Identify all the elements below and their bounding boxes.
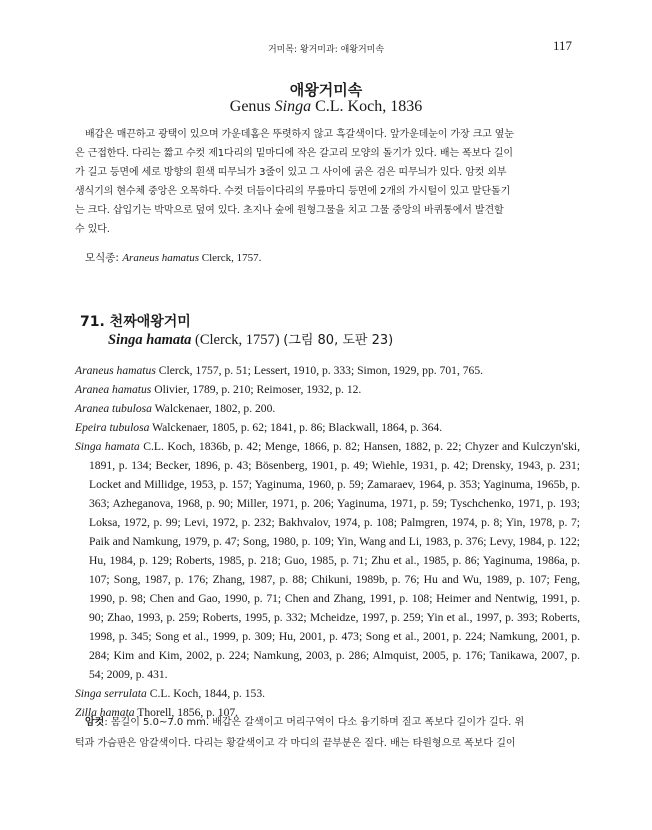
synonym-name: Epeira tubulosa [75,421,150,434]
female-description-text: : 몸길이 5.0~7.0 mm. 배갑은 갈색이고 머리구역이 다소 융기하며 짙고 폭보다 길이가 길다. 위 [104,717,525,728]
species-latin-heading [108,329,393,349]
synonym-refs: C.L. Koch, 1844, p. 153. [146,687,266,700]
synonym-entry [75,361,580,380]
synonym-entry [75,418,580,437]
synonym-entry [75,684,580,703]
genus-description-line: 는 크다. 삽입기는 박막으로 덮여 있다. 초지나 숲에 원형그물을 치고 그물 중앙의 바퀴통에서 발견할 [75,205,504,216]
genus-description-line: 생식기의 현수체 중앙은 오목하다. 수컷 더듬이다리의 무릎마디 등면에 2개의 가시털이 있고 말단돌기 [75,186,511,197]
species-number-korean: 71. 천짜애왕거미 [80,314,191,330]
synonym-refs: C.L. Koch, 1836b, p. 42; Menge, 1866, p. 82; Hansen, 1882, p. 22; Chyzer and Kulczyn'ski, 1891, p. 134; Becker, 1896, p. 43; Bösenberg, 1901, p. 49; Wiehle, 1931, p. 42; Drensky, 1943, p. 231; Locket and Millidge, 1953, p. 157; Yaginuma, 1960, p. 59; Zamaraev, 1964, p. 353; Yaginuma, 1965b, p. 363; Azheganova, 1968, p. 90; Miller, 1971, p. 206; Yaginuma, 1971, p. 59; Tyschchenko, 1971, p. 193; Loksa, 1972, p. 99; Levi, 1972, p. 232; Bakhvalov, 1974, p. 108; Palmgren, 1974, p. 8; Yin, 1978, p. 7; Paik and Namkung, 1979, p. 47; Song, 1980, p. 109; Yin, Wang and Li, 1983, p. 376; Levy, 1984, p. 122; Hu, 1984, p. 129; Roberts, 1985, p. 218; Guo, 1985, p. 71; Zhu et al., 1985, p. 86; Yaginuma, 1986a, p. 107; Song, 1987, p. 176; Zhang, 1987, p. 88; Chikuni, 1989b, p. 76; Hu and Wu, 1989, p. 107; Feng, 1990, p. 98; Chen and Gao, 1990, p. 71; Chen and Zhang, 1991, p. 108; Heimer and Nentwig, 1991, p. 90; Zhao, 1993, p. 259; Roberts, 1995, p. 332; Mcheidze, 1997, p. 259; Yin et al., 1997, p. 393; Roberts, 1998, p. 345; Song et al., 1999, p. 309; Hu, 2001, p. 473; Song et al., 2001, p. 224; Namkung, 2001, p. 284; Kim and Kim, 2002, p. 224; Namkung, 2003, p. 286; Almquist, 2005, p. 176; Tanikawa, 2007, p. 54; 2009, p. 431. [89,440,581,681]
synonym-refs: Walckenaer, 1805, p. 62; 1841, p. 86; Blackwall, 1864, p. 364. [149,421,443,434]
synonym-name: Zilla hamata [75,706,135,719]
genus-korean-title: 애왕거미속 [289,81,363,99]
synonym-entry [75,399,580,418]
genus-description-line: 수 있다. [75,224,110,235]
type-species-name: Araneus hamatus [122,252,200,264]
genus-description-line: 은 근접한다. 다리는 짧고 수컷 제1다리의 밑마디에 작은 갈고리 모양의 돌기가 있다. 배는 폭보다 길이 [75,148,513,159]
genus-latin-title [0,98,652,116]
genus-name: Singa [274,98,312,115]
running-head: 거미목: 왕거미과: 애왕거미속 [267,45,385,55]
synonym-entry [75,380,580,399]
female-description-line: 턱과 가슴판은 암갈색이다. 다리는 황갈색이고 각 마디의 끝부분은 짙다. 배는 타원형으로 폭보다 길이 [75,738,516,749]
synonym-entry [75,437,580,684]
type-species-label: 모식종: [85,252,119,264]
genus-prefix: Genus [229,98,275,115]
female-description [75,712,580,754]
female-label: 암컷 [85,717,105,728]
species-author: (Clerck, 1757) [191,332,284,348]
genus-author: C.L. Koch, 1836 [311,98,423,115]
figure-reference: (그림 80, 도판 23) [283,333,394,348]
synonym-refs: Thorell, 1856, p. 107. [134,706,239,719]
type-species [85,250,261,265]
genus-description [75,125,580,239]
synonym-refs: Walckenaer, 1802, p. 200. [151,402,276,415]
page-number: 117 [552,38,572,53]
genus-description-line: 가 길고 등면에 세로 방향의 흰색 띠무늬가 3줄이 있고 그 사이에 굵은 검은 띠무늬가 있다. 암컷 외부 [75,167,507,178]
synonym-name: Aranea hamatus [75,383,152,396]
genus-description-line: 배갑은 매끈하고 광택이 있으며 가운데홈은 뚜렷하지 않고 흑갈색이다. 앞가운데눈이 가장 크고 옆눈 [85,129,514,140]
synonym-name: Aranea tubulosa [75,402,152,415]
synonym-name: Singa hamata [75,440,140,453]
synonym-name: Araneus hamatus [75,364,156,377]
synonym-refs: Clerck, 1757, p. 51; Lessert, 1910, p. 333; Simon, 1929, pp. 701, 765. [155,364,484,377]
type-species-author: Clerck, 1757. [199,252,262,264]
female-description-line [75,712,580,733]
synonym-list [75,361,580,722]
synonym-name: Singa serrulata [75,687,147,700]
synonym-refs: Olivier, 1789, p. 210; Reimoser, 1932, p. 12. [151,383,362,396]
species-latin-name: Singa hamata [108,332,192,348]
